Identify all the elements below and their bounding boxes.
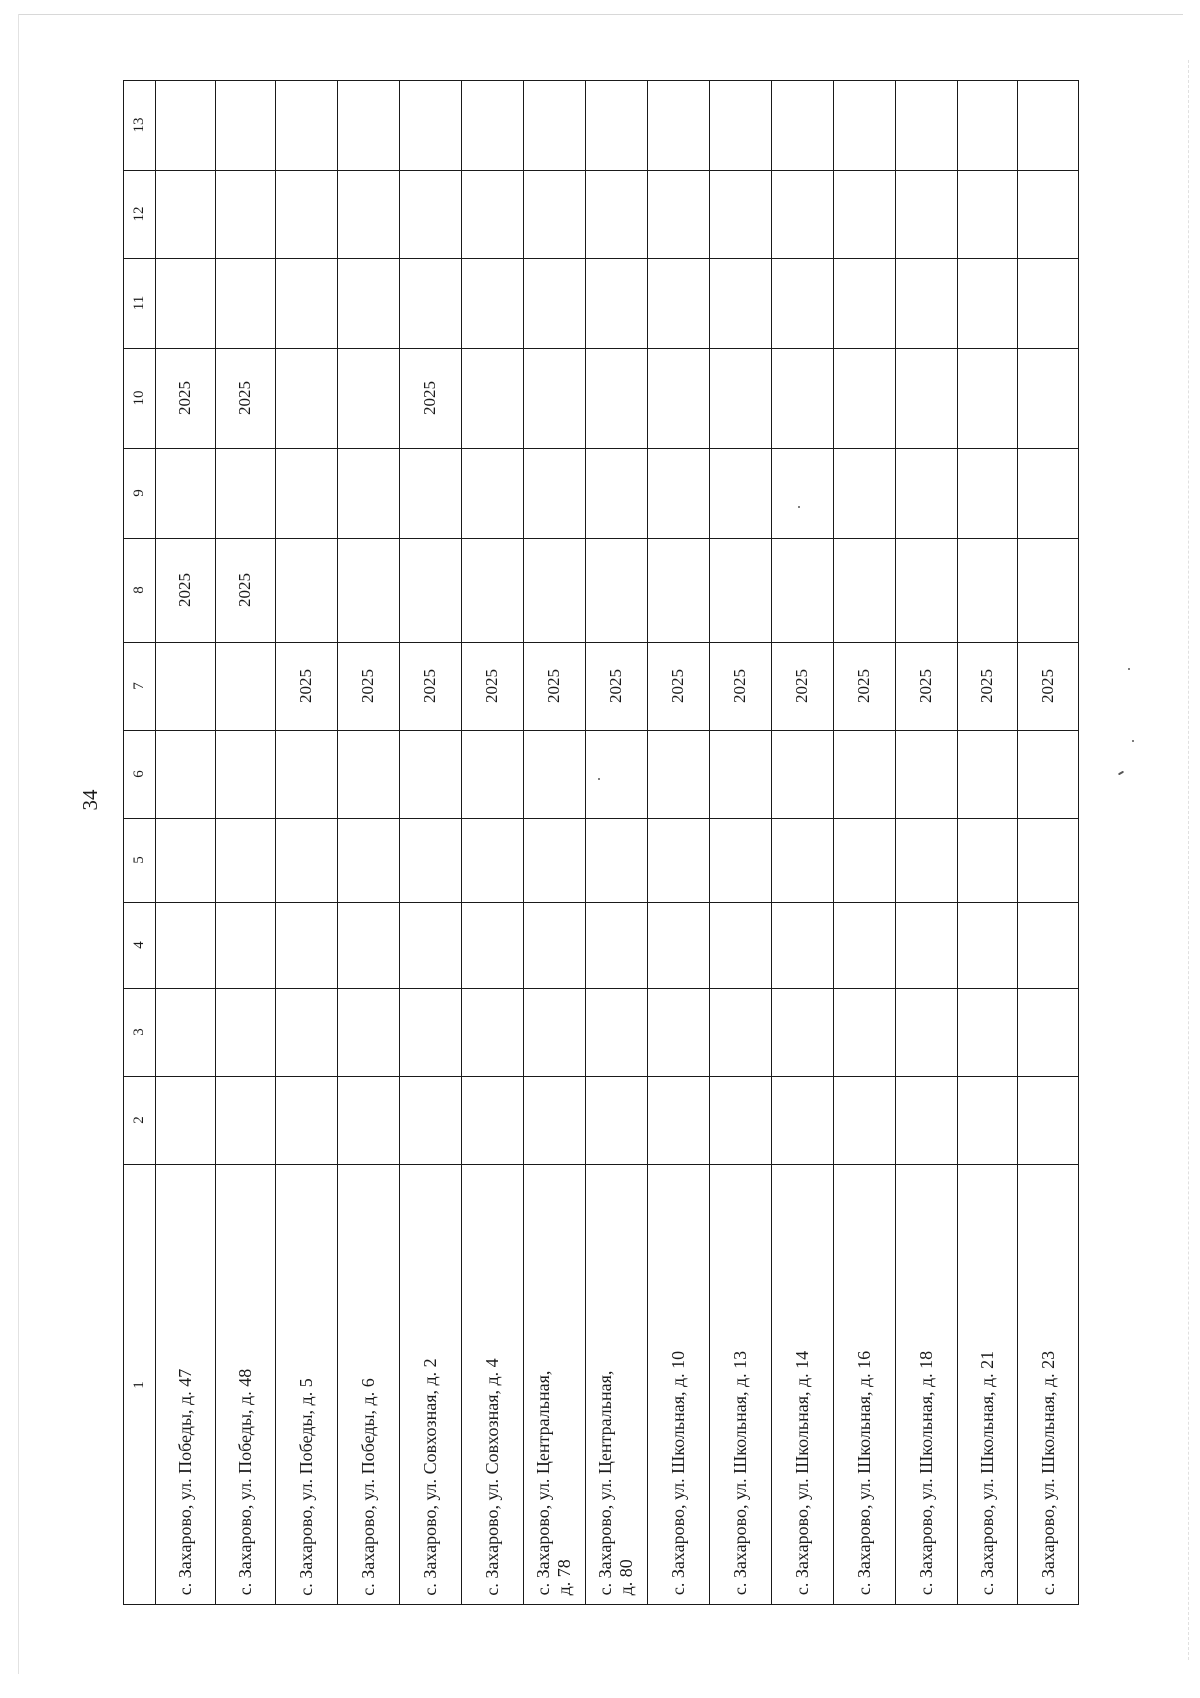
year-cell-col7: 2025 bbox=[977, 669, 996, 703]
year-cell-col7: 2025 bbox=[544, 669, 563, 703]
table-row-divider bbox=[647, 80, 648, 1605]
address-cell: с. Захарово, ул. Совхозная, д. 4 bbox=[482, 1357, 502, 1596]
address-cell: с. Захарово, ул. Школьная, д. 23 bbox=[1038, 1350, 1058, 1596]
table-row-divider bbox=[771, 80, 772, 1605]
address-cell: с. Захарово, ул. Победы, д. 48 bbox=[235, 1368, 255, 1596]
table-row-divider bbox=[585, 80, 586, 1605]
year-cell-col10: 2025 bbox=[420, 381, 439, 415]
year-cell-col7: 2025 bbox=[606, 669, 625, 703]
table-column-divider bbox=[123, 258, 1079, 259]
table-row-divider bbox=[275, 80, 276, 1605]
header-cell-12: 12 bbox=[131, 206, 147, 222]
scan-speck bbox=[598, 778, 600, 780]
table-row-divider bbox=[1017, 80, 1018, 1605]
address-cell: с. Захарово, ул. Победы, д. 47 bbox=[175, 1368, 195, 1596]
year-cell-col8: 2025 bbox=[175, 573, 194, 607]
header-cell-6: 6 bbox=[131, 770, 147, 778]
address-cell bbox=[595, 1370, 637, 1595]
header-cell-1: 1 bbox=[131, 1380, 147, 1389]
scan-speck bbox=[1128, 668, 1130, 670]
address-cell: с. Захарово, ул. Школьная, д. 18 bbox=[916, 1350, 936, 1596]
year-cell-col7: 2025 bbox=[730, 669, 749, 703]
table-row-divider bbox=[461, 80, 462, 1605]
address-cell: с. Захарово, ул. Школьная, д. 14 bbox=[792, 1350, 812, 1596]
header-cell-11: 11 bbox=[131, 295, 147, 311]
table-column-divider bbox=[123, 348, 1079, 349]
table-row-divider bbox=[895, 80, 896, 1605]
rotated-table bbox=[123, 80, 1079, 1605]
year-cell-col7: 2025 bbox=[482, 669, 501, 703]
address-line: с. Захарово, ул. Центральная, bbox=[595, 1370, 615, 1595]
scan-speck bbox=[1132, 740, 1134, 742]
address-line: д. 78 bbox=[554, 1558, 574, 1595]
table-row-divider bbox=[957, 80, 958, 1605]
table-row-divider bbox=[833, 80, 834, 1605]
year-cell-col7: 2025 bbox=[668, 669, 687, 703]
address-cell: с. Захарово, ул. Совхозная, д. 2 bbox=[420, 1357, 440, 1596]
address-line: с. Захарово, ул. Центральная, bbox=[533, 1370, 553, 1595]
address-cell: с. Захарово, ул. Школьная, д. 13 bbox=[730, 1350, 750, 1596]
table-row-divider bbox=[709, 80, 710, 1605]
year-cell-col10: 2025 bbox=[175, 381, 194, 415]
address-cell bbox=[533, 1370, 575, 1595]
year-cell-col7: 2025 bbox=[854, 669, 873, 703]
header-cell-5: 5 bbox=[131, 856, 147, 864]
table-column-divider bbox=[123, 1164, 1079, 1165]
scan-edge-top bbox=[18, 14, 1183, 15]
scan-edge-left bbox=[18, 14, 19, 1674]
header-cell-8: 8 bbox=[131, 586, 147, 594]
table-row-divider bbox=[155, 80, 156, 1605]
address-cell: с. Захарово, ул. Школьная, д. 21 bbox=[977, 1350, 997, 1596]
address-cell: с. Захарово, ул. Школьная, д. 10 bbox=[668, 1350, 688, 1596]
header-cell-3: 3 bbox=[131, 1028, 147, 1036]
header-cell-9: 9 bbox=[131, 489, 147, 497]
table-row-divider bbox=[399, 80, 400, 1605]
address-cell: с. Захарово, ул. Школьная, д. 16 bbox=[854, 1350, 874, 1596]
table-column-divider bbox=[123, 448, 1079, 449]
scan-edge-right bbox=[1188, 60, 1189, 1660]
year-cell-col8: 2025 bbox=[235, 573, 254, 607]
table-column-divider bbox=[123, 1076, 1079, 1077]
table-column-divider bbox=[123, 730, 1079, 731]
year-cell-col7: 2025 bbox=[358, 669, 377, 703]
table-column-divider bbox=[123, 988, 1079, 989]
scan-speck bbox=[1118, 771, 1124, 776]
table-row-divider bbox=[337, 80, 338, 1605]
table-column-divider bbox=[123, 642, 1079, 643]
address-line: д. 80 bbox=[616, 1558, 636, 1595]
table-column-divider bbox=[123, 170, 1079, 171]
year-cell-col7: 2025 bbox=[916, 669, 935, 703]
table-column-divider bbox=[123, 902, 1079, 903]
year-cell-col7: 2025 bbox=[296, 669, 315, 703]
header-cell-4: 4 bbox=[131, 941, 147, 949]
year-cell-col7: 2025 bbox=[420, 669, 439, 703]
header-cell-2: 2 bbox=[131, 1116, 147, 1124]
table-row-divider bbox=[215, 80, 216, 1605]
year-cell-col7: 2025 bbox=[792, 669, 811, 703]
year-cell-col10: 2025 bbox=[235, 381, 254, 415]
table-column-divider bbox=[123, 818, 1079, 819]
address-cell: с. Захарово, ул. Победы, д. 5 bbox=[296, 1377, 316, 1596]
page-number: 34 bbox=[78, 789, 102, 811]
year-cell-col7: 2025 bbox=[1038, 669, 1057, 703]
scan-speck bbox=[798, 506, 800, 508]
address-cell: с. Захарово, ул. Победы, д. 6 bbox=[358, 1377, 378, 1596]
header-cell-10: 10 bbox=[131, 390, 147, 406]
table-column-divider bbox=[123, 538, 1079, 539]
header-cell-7: 7 bbox=[131, 682, 147, 690]
header-cell-13: 13 bbox=[131, 117, 147, 133]
table-row-divider bbox=[523, 80, 524, 1605]
